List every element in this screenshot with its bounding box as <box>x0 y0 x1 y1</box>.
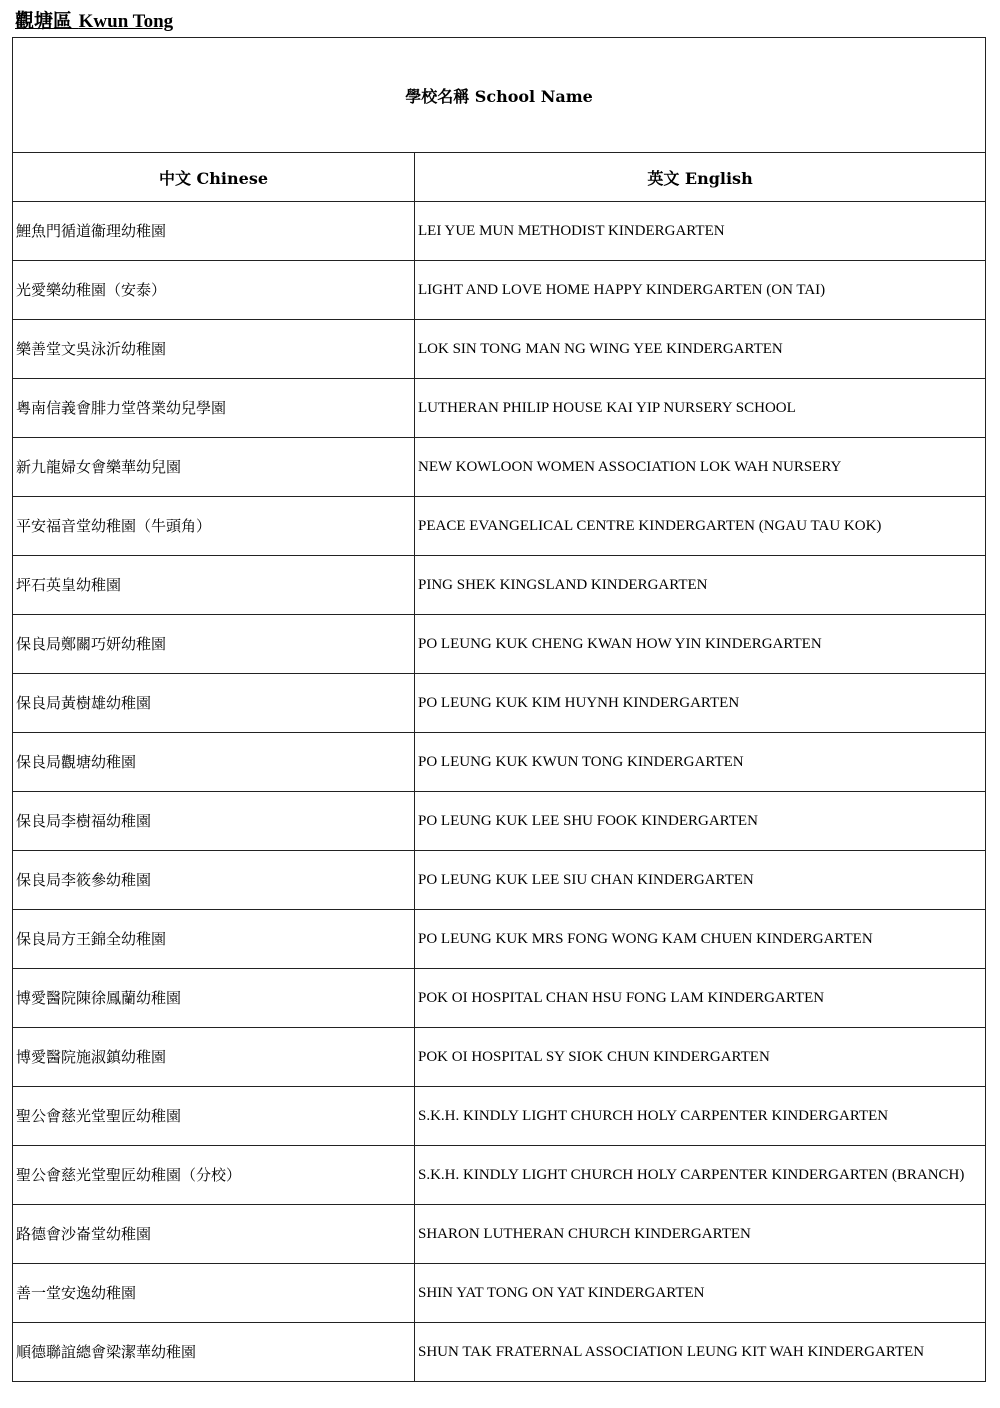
school-name-chinese: 博愛醫院陳徐鳳蘭幼稚園 <box>13 969 415 1028</box>
school-table <box>12 37 986 1382</box>
school-name-english: PO LEUNG KUK LEE SIU CHAN KINDERGARTEN <box>415 851 986 910</box>
school-name-chinese: 聖公會慈光堂聖匠幼稚園（分校） <box>13 1146 415 1205</box>
school-name-chinese: 善一堂安逸幼稚園 <box>13 1264 415 1323</box>
table-row <box>13 910 986 969</box>
table-title: 學校名稱 School Name <box>13 38 986 153</box>
table-row <box>13 497 986 556</box>
table-row <box>13 733 986 792</box>
school-name-chinese: 坪石英皇幼稚園 <box>13 556 415 615</box>
column-header-english: 英文 English <box>415 153 986 202</box>
school-name-english: PO LEUNG KUK LEE SHU FOOK KINDERGARTEN <box>415 792 986 851</box>
table-row <box>13 792 986 851</box>
table-row <box>13 1087 986 1146</box>
school-name-english: S.K.H. KINDLY LIGHT CHURCH HOLY CARPENTER KINDERGARTEN (BRANCH) <box>415 1146 986 1205</box>
school-name-chinese: 保良局鄭關巧妍幼稚園 <box>13 615 415 674</box>
school-name-chinese: 樂善堂文吳泳沂幼稚園 <box>13 320 415 379</box>
school-name-chinese: 聖公會慈光堂聖匠幼稚園 <box>13 1087 415 1146</box>
school-name-english: PEACE EVANGELICAL CENTRE KINDERGARTEN (NGAU TAU KOK) <box>415 497 986 556</box>
school-name-english: POK OI HOSPITAL SY SIOK CHUN KINDERGARTEN <box>415 1028 986 1087</box>
school-name-chinese: 保良局觀塘幼稚園 <box>13 733 415 792</box>
table-row <box>13 1028 986 1087</box>
school-name-english: POK OI HOSPITAL CHAN HSU FONG LAM KINDERGARTEN <box>415 969 986 1028</box>
school-name-english: PO LEUNG KUK KIM HUYNH KINDERGARTEN <box>415 674 986 733</box>
school-name-chinese: 路德會沙崙堂幼稚園 <box>13 1205 415 1264</box>
table-row <box>13 674 986 733</box>
school-name-english: LIGHT AND LOVE HOME HAPPY KINDERGARTEN (ON TAI) <box>415 261 986 320</box>
table-title-row <box>13 38 986 153</box>
school-name-english: LUTHERAN PHILIP HOUSE KAI YIP NURSERY SCHOOL <box>415 379 986 438</box>
table-row <box>13 851 986 910</box>
table-body <box>13 202 986 1382</box>
school-name-english: SHUN TAK FRATERNAL ASSOCIATION LEUNG KIT WAH KINDERGARTEN <box>415 1323 986 1382</box>
table-row <box>13 969 986 1028</box>
school-name-english: SHIN YAT TONG ON YAT KINDERGARTEN <box>415 1264 986 1323</box>
school-name-chinese: 保良局方王錦全幼稚園 <box>13 910 415 969</box>
table-row <box>13 320 986 379</box>
table-header-row <box>13 153 986 202</box>
school-name-english: PO LEUNG KUK MRS FONG WONG KAM CHUEN KINDERGARTEN <box>415 910 986 969</box>
school-name-english: S.K.H. KINDLY LIGHT CHURCH HOLY CARPENTER KINDERGARTEN <box>415 1087 986 1146</box>
table-row <box>13 1323 986 1382</box>
district-title <box>15 6 173 33</box>
school-name-chinese: 順德聯誼總會梁潔華幼稚園 <box>13 1323 415 1382</box>
district-name-zh: 觀塘區 <box>15 10 73 32</box>
school-name-english: PO LEUNG KUK KWUN TONG KINDERGARTEN <box>415 733 986 792</box>
column-header-chinese: 中文 Chinese <box>13 153 415 202</box>
school-name-chinese: 保良局李筱參幼稚園 <box>13 851 415 910</box>
school-name-chinese: 新九龍婦女會樂華幼兒園 <box>13 438 415 497</box>
district-name-en: Kwun Tong <box>78 11 174 32</box>
table-row <box>13 615 986 674</box>
school-name-english: LOK SIN TONG MAN NG WING YEE KINDERGARTEN <box>415 320 986 379</box>
school-name-chinese: 博愛醫院施淑鎮幼稚園 <box>13 1028 415 1087</box>
table-row <box>13 1146 986 1205</box>
school-name-english: PO LEUNG KUK CHENG KWAN HOW YIN KINDERGARTEN <box>415 615 986 674</box>
school-name-chinese: 保良局李樹福幼稚園 <box>13 792 415 851</box>
school-name-english: SHARON LUTHERAN CHURCH KINDERGARTEN <box>415 1205 986 1264</box>
school-name-chinese: 鯉魚門循道衞理幼稚園 <box>13 202 415 261</box>
school-name-chinese: 平安福音堂幼稚園（牛頭角） <box>13 497 415 556</box>
table-row <box>13 438 986 497</box>
school-name-chinese: 粵南信義會腓力堂啓業幼兒學園 <box>13 379 415 438</box>
school-name-english: LEI YUE MUN METHODIST KINDERGARTEN <box>415 202 986 261</box>
table-row <box>13 1264 986 1323</box>
school-name-chinese: 保良局黃樹雄幼稚園 <box>13 674 415 733</box>
school-name-english: PING SHEK KINGSLAND KINDERGARTEN <box>415 556 986 615</box>
table-row <box>13 379 986 438</box>
table-row <box>13 202 986 261</box>
table-row <box>13 1205 986 1264</box>
school-name-english: NEW KOWLOON WOMEN ASSOCIATION LOK WAH NURSERY <box>415 438 986 497</box>
table-row <box>13 556 986 615</box>
table-row <box>13 261 986 320</box>
school-name-chinese: 光愛樂幼稚園（安泰） <box>13 261 415 320</box>
